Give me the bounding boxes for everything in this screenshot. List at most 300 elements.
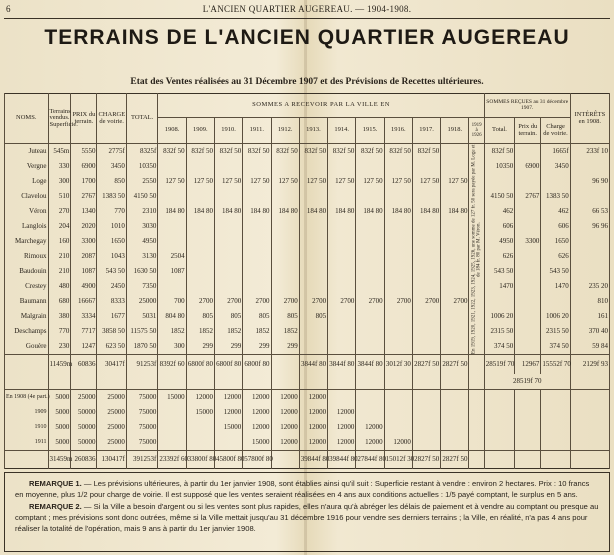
totals-label	[5, 450, 49, 468]
forecast-row	[5, 420, 610, 435]
totals-prix: 60836	[71, 355, 97, 374]
row-year-value: 832f 50	[299, 144, 327, 160]
totals-year-value: 8392f 60	[158, 355, 186, 374]
row-total: 3030	[126, 219, 158, 234]
blank-cell	[48, 374, 71, 390]
grand-totals-charge: 130417f	[97, 450, 126, 468]
forecast-year-value	[384, 405, 412, 420]
forecast-total: 75000	[126, 405, 158, 420]
row-year-value	[243, 264, 271, 279]
row-year-value	[356, 279, 384, 294]
forecast-year-value	[356, 389, 384, 405]
row-name: Vergne	[5, 159, 49, 174]
totals-interets: 2129f 93	[570, 355, 609, 374]
totals-recues-combined: 28519f 70	[484, 374, 570, 390]
row-recues-total	[484, 294, 514, 309]
row-year-value	[243, 279, 271, 294]
forecast-year-value: 12000	[271, 405, 299, 420]
row-year-value	[412, 189, 440, 204]
header-year: 1918.	[441, 118, 469, 144]
row-charge: 1383 50	[97, 189, 126, 204]
forecast-year-value: 12000	[299, 389, 327, 405]
row-year-value	[243, 234, 271, 249]
forecast-year-value: 12000	[299, 405, 327, 420]
row-prix: 1340	[71, 204, 97, 219]
blank-cell	[541, 450, 570, 468]
row-year-value: 184 80	[412, 204, 440, 219]
blank-cell	[214, 374, 242, 390]
row-name: Langlois	[5, 219, 49, 234]
page-subtitle: Etat des Ventes réalisées au 31 Décembre 1907 et des Prévisions de Recettes ultérieures.	[130, 77, 484, 87]
row-recues-charge: 374 50	[541, 339, 570, 355]
forecast-year: 1909	[5, 405, 49, 420]
row-recues-total: 1470	[484, 279, 514, 294]
blank-cell	[469, 374, 484, 390]
row-year-value: 184 80	[243, 204, 271, 219]
row-year-value: 832f 50	[356, 144, 384, 160]
row-recues-prix	[515, 204, 541, 219]
blank-cell	[356, 374, 384, 390]
row-recues-total: 543 50	[484, 264, 514, 279]
blank-cell	[469, 435, 484, 451]
blank-cell	[384, 374, 412, 390]
row-year-value	[328, 234, 356, 249]
row-year-value	[356, 159, 384, 174]
row-year-value	[328, 264, 356, 279]
row-recues-prix	[515, 339, 541, 355]
totals-recues-charge: 15552f 70	[541, 355, 570, 374]
row-interets	[570, 234, 609, 249]
totals-year-value: 3844f 80	[356, 355, 384, 374]
row-prix: 3334	[71, 309, 97, 324]
row-year-value	[328, 219, 356, 234]
grand-totals-row	[5, 450, 610, 468]
remark-1-text: — Les prévisions ultérieures, à partir du 1er janvier 1908, sont établies ainsi qu'il suit : Superficie restant à vendre : environ 2 hectares. Prix : 10 francs en moyenne, plus 1/2 pour charge de voirie. Il est supposé que les ventes seraient réalisées en 4 ans aux conditions actuelles : 1/5 payé comptant, le surplus en 5 ans.	[15, 479, 590, 499]
forecast-year-value	[328, 389, 356, 405]
grand-totals-year-value: 39844f 80	[328, 450, 356, 468]
row-year-value: 127 50	[384, 174, 412, 189]
row-year-value	[384, 234, 412, 249]
forecast-year-value	[412, 405, 440, 420]
row-year-value	[186, 189, 214, 204]
row-year-value	[158, 234, 186, 249]
row-recues-charge: 626	[541, 249, 570, 264]
row-year-value	[441, 339, 469, 355]
totals-year-value: 3012f 30	[384, 355, 412, 374]
row-interets: 96 96	[570, 219, 609, 234]
blank-cell	[186, 374, 214, 390]
forecast-year-value: 12000	[328, 420, 356, 435]
header-prix: PRIX du terrain.	[71, 94, 97, 144]
row-recues-total: 4950	[484, 234, 514, 249]
totals-recues-total: 28519f 70	[484, 355, 514, 374]
forecast-year-value: 12000	[356, 435, 384, 451]
row-year-value: 184 80	[214, 204, 242, 219]
row-prix: 16667	[71, 294, 97, 309]
remark-1-label: REMARQUE 1.	[29, 479, 82, 488]
row-name: Deschamps	[5, 324, 49, 339]
blank-cell	[541, 405, 570, 420]
blank-cell	[328, 374, 356, 390]
totals-year-value: 6800f 80	[243, 355, 271, 374]
blank-cell	[570, 420, 609, 435]
row-year-value	[214, 279, 242, 294]
forecast-year-value: 12000	[214, 405, 242, 420]
row-total: 4150 50	[126, 189, 158, 204]
header-year: 1913.	[299, 118, 327, 144]
row-year-value: 300	[158, 339, 186, 355]
row-prix: 2020	[71, 219, 97, 234]
header-year: 1912.	[271, 118, 299, 144]
blank-cell	[541, 435, 570, 451]
blank-cell	[469, 450, 484, 468]
row-year-value: 184 80	[384, 204, 412, 219]
row-year-value: 832f 50	[243, 144, 271, 160]
header-charge: CHARGE de voirie.	[97, 94, 126, 144]
row-recues-total: 626	[484, 249, 514, 264]
row-interets: 235 20	[570, 279, 609, 294]
blank-cell	[484, 389, 514, 405]
row-year-value	[441, 144, 469, 160]
forecast-row	[5, 405, 610, 420]
forecast-prix: 50000	[71, 435, 97, 451]
row-interets: 810	[570, 294, 609, 309]
row-year-value: 184 80	[328, 204, 356, 219]
grand-totals-superficie: 31459m	[48, 450, 71, 468]
forecast-year-value: 12000	[299, 420, 327, 435]
blank-cell	[541, 420, 570, 435]
blank-cell	[515, 405, 541, 420]
row-year-value	[384, 189, 412, 204]
row-year-value	[412, 339, 440, 355]
row-name: Loge	[5, 174, 49, 189]
header-noms: NOMS.	[5, 94, 49, 144]
grand-totals-year-value	[271, 450, 299, 468]
row-year-value: 299	[214, 339, 242, 355]
row-year-value	[299, 189, 327, 204]
totals-year-value: 6800f 80	[214, 355, 242, 374]
row-year-value	[356, 309, 384, 324]
row-year-value	[271, 234, 299, 249]
row-prix: 1700	[71, 174, 97, 189]
forecast-year-value	[214, 435, 242, 451]
blank-cell	[570, 435, 609, 451]
row-year-value: 184 80	[299, 204, 327, 219]
row-year-value: 127 50	[328, 174, 356, 189]
row-name: Malgrain	[5, 309, 49, 324]
row-recues-charge: 2315 50	[541, 324, 570, 339]
row-prix: 1247	[71, 339, 97, 355]
totals-year-value: 3844f 80	[299, 355, 327, 374]
row-year-value	[158, 219, 186, 234]
forecast-year: 1910	[5, 420, 49, 435]
page-title: TERRAINS DE L'ANCIEN QUARTIER AUGEREAU	[44, 26, 570, 49]
row-year-value	[299, 339, 327, 355]
row-year-value	[356, 264, 384, 279]
row-recues-prix	[515, 144, 541, 160]
table-row	[5, 219, 610, 234]
remark-2-text: — Si la Ville a besoin d'argent ou si les ventes sont plus rapides, elles n'aura qu'à abréger les délais de paiement et à vendre au comptant ou presque au comptant ; mes prévisions sont donc outrées, même si la Ville mettait jusqu'au 31 décembre 1916 pour vendre ses derniers terrains ; la Ville, en réalité, n'a pas 4 ans pour réaliser la totalité de l'opération, mais 9 ans à partir du 1er janvier 1908.	[15, 502, 599, 533]
header-year: 1908.	[158, 118, 186, 144]
row-year-value	[412, 309, 440, 324]
row-recues-charge: 1665f	[541, 144, 570, 160]
row-year-value	[328, 324, 356, 339]
forecast-year-value: 12000	[271, 435, 299, 451]
row-recues-charge: 1006 20	[541, 309, 570, 324]
header-sommes-recues: SOMMES REÇUES au 31 décembre 1907.	[484, 94, 570, 118]
vertical-note: En 1919, 1920, 1921, 1922, 1923, 1924, 1925, 1926, une somme de 127 fr. 50 sera payée par M. Loge et de 184 fr. 80 par M. Véron.	[469, 144, 484, 355]
forecast-year-value: 12000	[328, 405, 356, 420]
row-interets: 59 84	[570, 339, 609, 355]
running-title: L'ANCIEN QUARTIER AUGEREAU. — 1904-1908.	[202, 4, 412, 14]
row-recues-charge: 1470	[541, 279, 570, 294]
row-year-value	[412, 219, 440, 234]
row-year-value	[441, 309, 469, 324]
forecast-charge: 25000	[97, 405, 126, 420]
row-superficie: 380	[48, 309, 71, 324]
header-recues-charge: Charge de voirie.	[541, 118, 570, 144]
row-total: 11575 50	[126, 324, 158, 339]
table-row	[5, 189, 610, 204]
grand-totals-year-value: 57800f 80	[243, 450, 271, 468]
blank-cell	[515, 450, 541, 468]
row-year-value: 832f 50	[214, 144, 242, 160]
row-year-value: 2700	[384, 294, 412, 309]
row-name: Gouère	[5, 339, 49, 355]
row-name: Crestey	[5, 279, 49, 294]
blank-cell	[469, 420, 484, 435]
row-superficie: 510	[48, 189, 71, 204]
row-superficie: 230	[48, 339, 71, 355]
row-year-value: 127 50	[299, 174, 327, 189]
row-name: Baudouin	[5, 264, 49, 279]
totals-blank	[469, 355, 484, 374]
blank-cell	[570, 374, 609, 390]
row-year-value	[243, 219, 271, 234]
row-recues-prix	[515, 249, 541, 264]
row-charge: 770	[97, 204, 126, 219]
header-recues-total: Total.	[484, 118, 514, 144]
row-year-value	[299, 279, 327, 294]
table-row	[5, 234, 610, 249]
row-superficie: 300	[48, 174, 71, 189]
row-year-value: 1852	[271, 324, 299, 339]
row-prix: 2767	[71, 189, 97, 204]
totals-year-value: 6800f 80	[186, 355, 214, 374]
row-superficie: 770	[48, 324, 71, 339]
row-year-value: 1852	[243, 324, 271, 339]
table-row	[5, 249, 610, 264]
row-year-value: 2700	[356, 294, 384, 309]
header-interets: INTÉRÊTS en 1908.	[570, 94, 609, 144]
grand-totals-prix: 260836	[71, 450, 97, 468]
row-year-value: 127 50	[158, 174, 186, 189]
row-charge: 8333	[97, 294, 126, 309]
row-year-value: 2700	[412, 294, 440, 309]
row-year-value	[356, 234, 384, 249]
totals-year-value: 3844f 80	[328, 355, 356, 374]
forecast-year: En 1908 (4e part.)	[5, 389, 49, 405]
row-year-value	[328, 159, 356, 174]
header-terrains: Terrains vendus. Superficie.	[48, 94, 71, 144]
table-row	[5, 279, 610, 294]
row-year-value	[441, 219, 469, 234]
forecast-year-value: 12000	[243, 405, 271, 420]
row-year-value	[412, 279, 440, 294]
forecast-year-value	[441, 435, 469, 451]
row-year-value: 299	[186, 339, 214, 355]
row-name: Véron	[5, 204, 49, 219]
header-year: 1910.	[214, 118, 242, 144]
row-year-value	[384, 279, 412, 294]
header-recues-prix: Prix du terrain.	[515, 118, 541, 144]
row-year-value: 832f 50	[158, 144, 186, 160]
row-total: 2310	[126, 204, 158, 219]
row-charge: 3858 50	[97, 324, 126, 339]
row-prix: 4900	[71, 279, 97, 294]
row-year-value	[384, 324, 412, 339]
totals-total: 91253f	[126, 355, 158, 374]
forecast-year-value: 15000	[158, 389, 186, 405]
row-year-value	[356, 324, 384, 339]
forecast-year-value: 12000	[328, 435, 356, 451]
forecast-superficie: 5000	[48, 405, 71, 420]
row-year-value	[186, 249, 214, 264]
table-row	[5, 294, 610, 309]
blank-cell	[484, 420, 514, 435]
forecast-year-value: 12000	[214, 389, 242, 405]
forecast-year-value: 12000	[186, 389, 214, 405]
row-year-value	[328, 279, 356, 294]
row-year-value	[328, 249, 356, 264]
row-year-value	[356, 219, 384, 234]
forecast-row	[5, 389, 610, 405]
row-recues-charge: 1383 50	[541, 189, 570, 204]
row-year-value	[412, 264, 440, 279]
blank-cell	[484, 405, 514, 420]
row-superficie: 204	[48, 219, 71, 234]
row-year-value	[158, 279, 186, 294]
row-year-value	[299, 234, 327, 249]
blank-cell	[271, 374, 299, 390]
header-total: TOTAL.	[126, 94, 158, 144]
row-interets: 66 53	[570, 204, 609, 219]
row-interets	[570, 249, 609, 264]
totals-row	[5, 355, 610, 374]
row-year-value	[186, 264, 214, 279]
row-year-value: 1852	[158, 324, 186, 339]
row-year-value	[186, 234, 214, 249]
forecast-year-value	[186, 435, 214, 451]
row-year-value: 1852	[214, 324, 242, 339]
row-recues-prix	[515, 279, 541, 294]
row-year-value	[441, 324, 469, 339]
row-recues-prix	[515, 324, 541, 339]
row-year-value	[328, 189, 356, 204]
totals-superficie: 11459m	[48, 355, 71, 374]
forecast-total: 75000	[126, 420, 158, 435]
forecast-year-value: 15000	[214, 420, 242, 435]
grand-totals-year-value: 23392f 60	[158, 450, 186, 468]
row-year-value	[412, 234, 440, 249]
forecast-superficie: 5000	[48, 420, 71, 435]
row-year-value	[328, 309, 356, 324]
totals-year-value: 2827f 50	[441, 355, 469, 374]
row-year-value: 2700	[186, 294, 214, 309]
blank-cell	[441, 374, 469, 390]
blank-cell	[541, 389, 570, 405]
row-recues-prix: 6900	[515, 159, 541, 174]
row-year-value	[356, 339, 384, 355]
row-year-value	[441, 264, 469, 279]
row-charge: 850	[97, 174, 126, 189]
table-row	[5, 159, 610, 174]
row-year-value: 127 50	[441, 174, 469, 189]
row-interets	[570, 159, 609, 174]
row-recues-prix: 3300	[515, 234, 541, 249]
row-year-value: 184 80	[441, 204, 469, 219]
sales-table	[4, 93, 610, 469]
grand-totals-year-value: 33800f 80	[186, 450, 214, 468]
table-row	[5, 144, 610, 160]
header-year: 1915.	[356, 118, 384, 144]
row-year-value: 832f 50	[412, 144, 440, 160]
row-year-value: 805	[186, 309, 214, 324]
totals-year-value	[271, 355, 299, 374]
row-year-value: 804 80	[158, 309, 186, 324]
row-year-value: 700	[158, 294, 186, 309]
forecast-year-value: 12000	[299, 435, 327, 451]
row-year-value: 832f 50	[186, 144, 214, 160]
row-year-value	[186, 219, 214, 234]
row-charge: 623 50	[97, 339, 126, 355]
header-sommes-recevoir: SOMMES A RECEVOIR PAR LA VILLE EN	[158, 94, 484, 118]
row-superficie: 160	[48, 234, 71, 249]
row-recues-prix	[515, 294, 541, 309]
row-year-value	[214, 219, 242, 234]
row-year-value	[214, 189, 242, 204]
grand-totals-year-value: 15012f 30	[384, 450, 412, 468]
row-recues-total: 606	[484, 219, 514, 234]
row-total: 2550	[126, 174, 158, 189]
row-year-value: 805	[243, 309, 271, 324]
row-year-value	[384, 249, 412, 264]
row-recues-total: 4150 50	[484, 189, 514, 204]
row-total: 7350	[126, 279, 158, 294]
row-charge: 3450	[97, 159, 126, 174]
blank-cell	[469, 389, 484, 405]
row-charge: 2450	[97, 279, 126, 294]
blank-cell	[515, 389, 541, 405]
row-year-value: 184 80	[186, 204, 214, 219]
forecast-year-value	[186, 420, 214, 435]
forecast-total: 75000	[126, 435, 158, 451]
forecast-total: 75000	[126, 389, 158, 405]
forecast-year-value: 15000	[186, 405, 214, 420]
row-recues-prix	[515, 174, 541, 189]
blank-cell	[484, 450, 514, 468]
row-year-value	[271, 219, 299, 234]
row-superficie: 210	[48, 249, 71, 264]
row-year-value	[271, 249, 299, 264]
forecast-year-value	[356, 405, 384, 420]
row-total: 1630 50	[126, 264, 158, 279]
forecast-superficie: 5000	[48, 389, 71, 405]
forecast-prix: 25000	[71, 389, 97, 405]
table-row	[5, 174, 610, 189]
forecast-year-value: 12000	[356, 420, 384, 435]
row-superficie: 480	[48, 279, 71, 294]
